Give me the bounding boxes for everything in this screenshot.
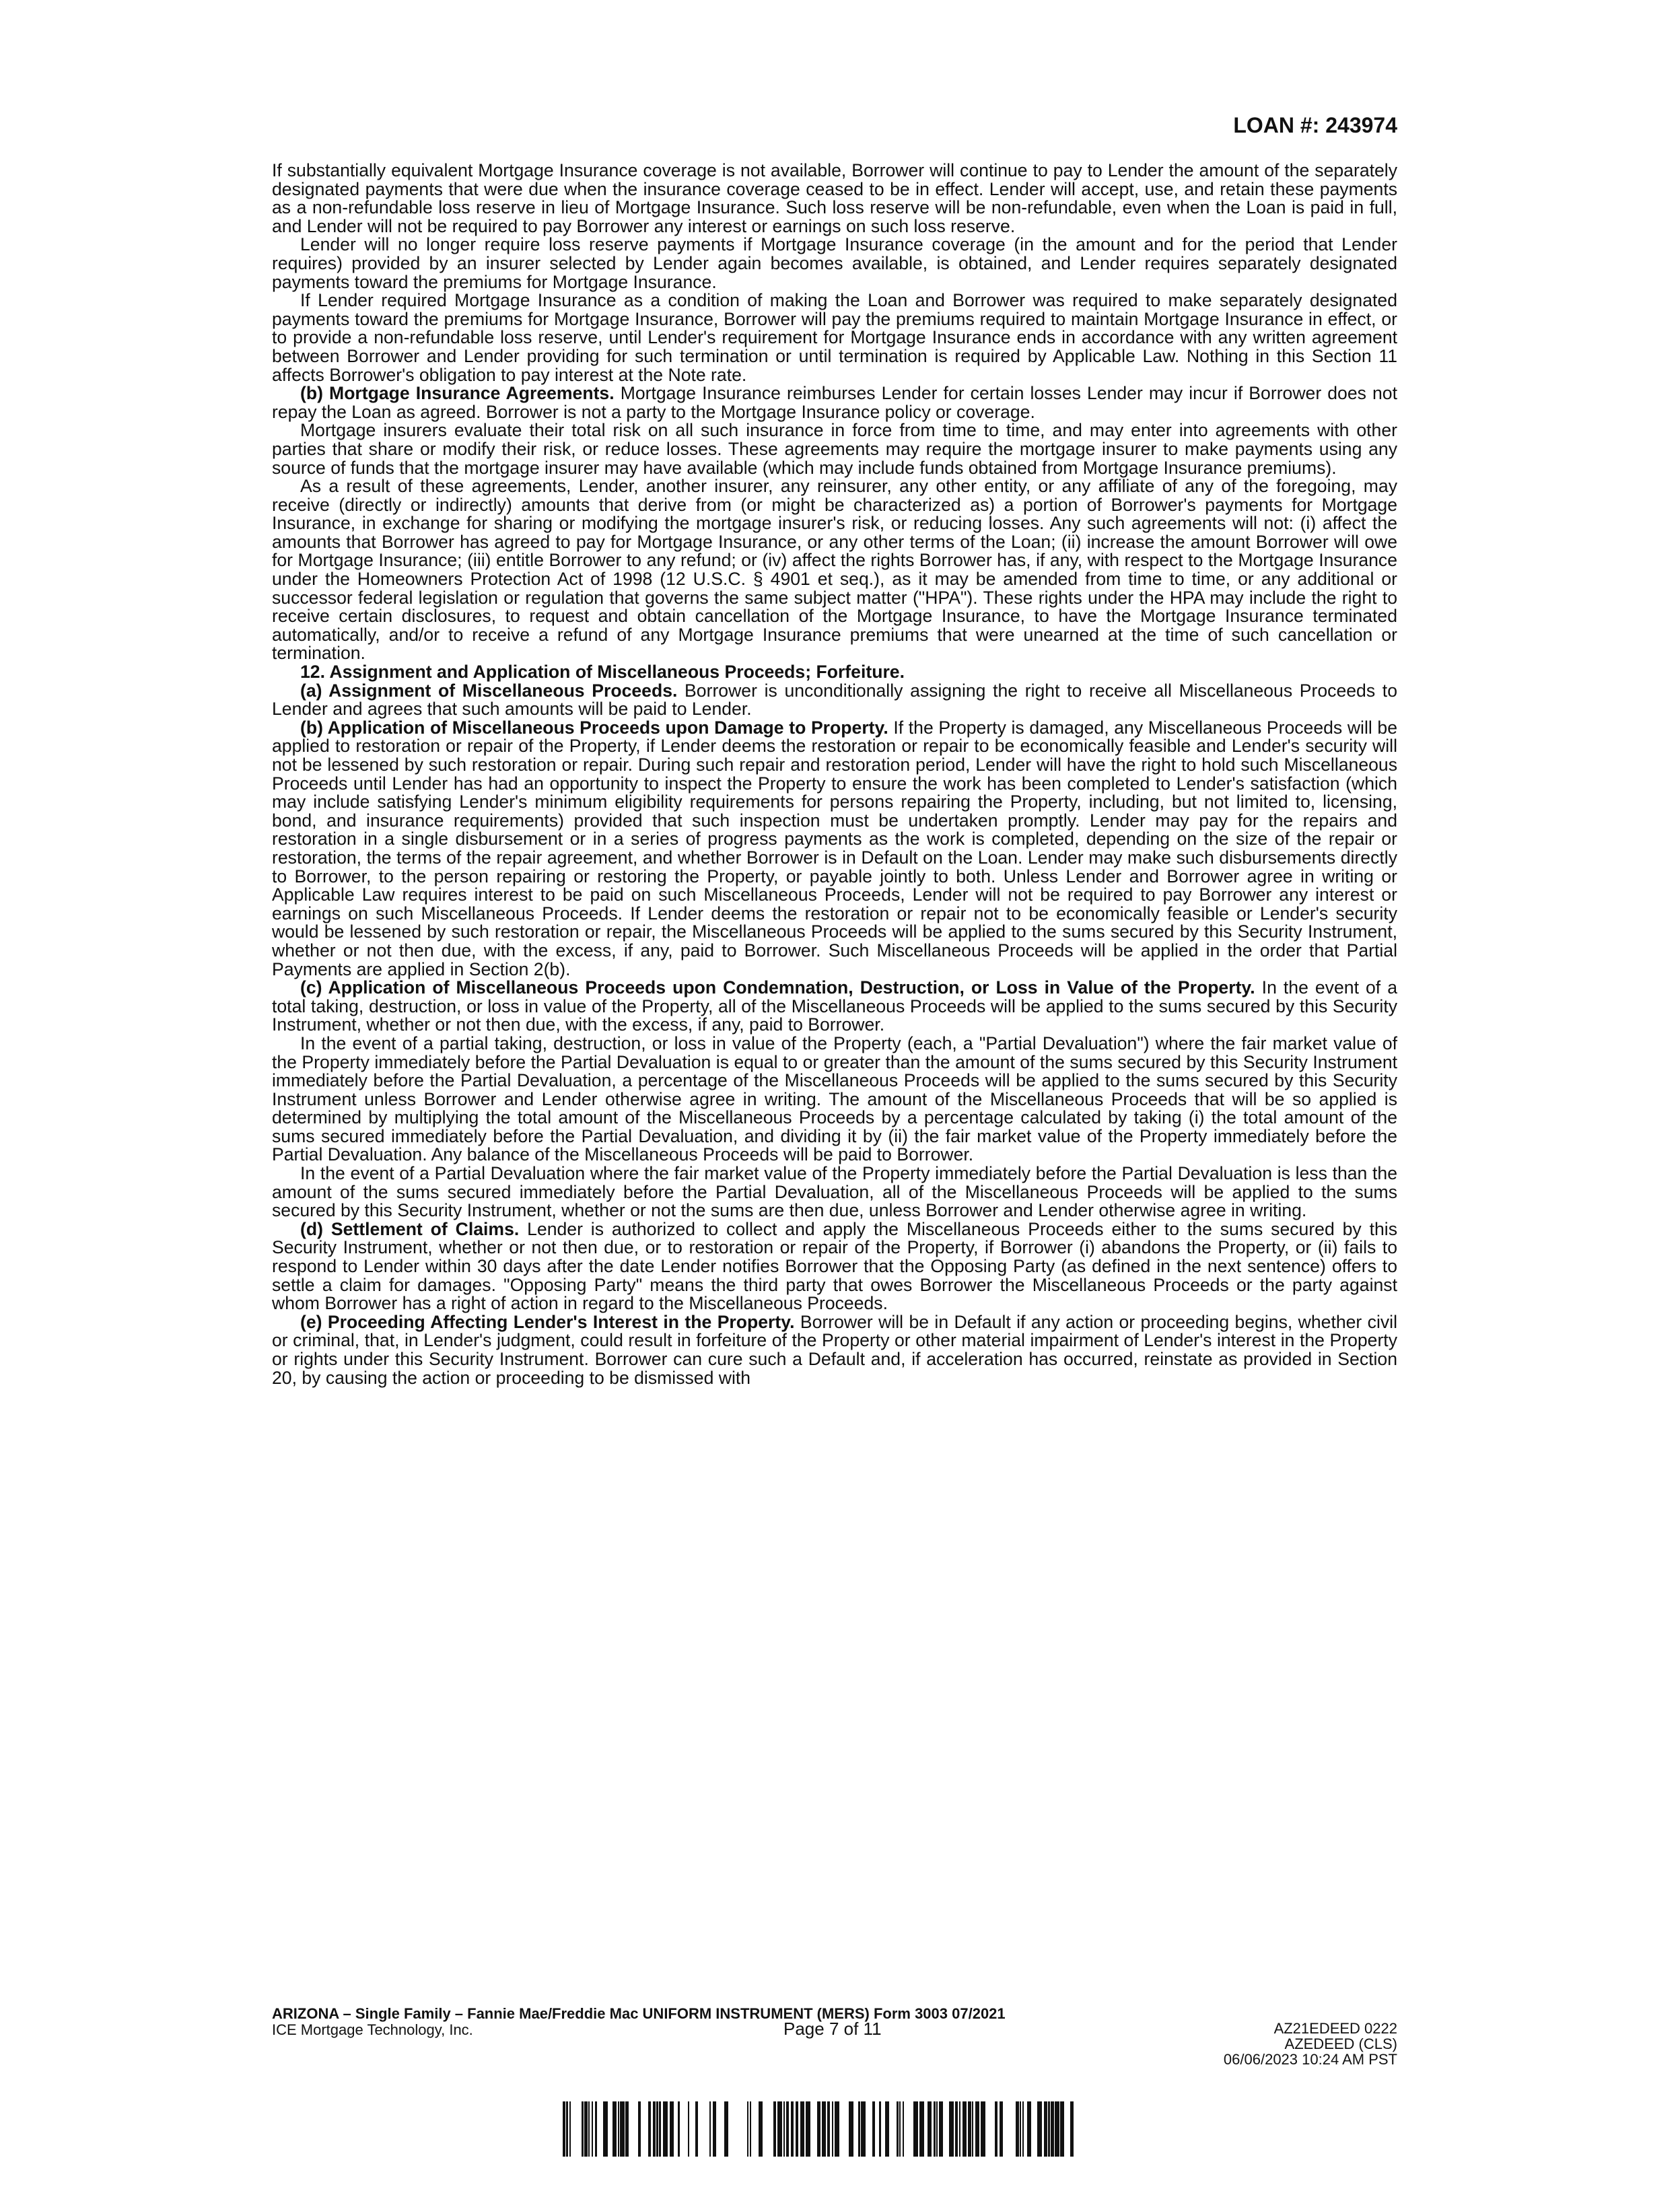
paragraph: Lender will no longer require loss reserve payments if Mortgage Insurance coverage (in the amount and for the period that Lender requires) provided by an insurer selected by Lender again becomes available, is obtained, and Lender requires separately designated payments toward the premiums for Mortgage Insurance. (272, 234, 1397, 292)
document-body (272, 162, 1397, 1387)
print-timestamp: 06/06/2023 10:24 AM PST (1223, 2051, 1397, 2068)
paragraph: In the event of a partial taking, destruction, or loss in value of the Property (each, a "Partial Devaluation") where the fair market value of the Property immediately before the Partial Devaluation is equal to or greater than the amount of the sums secured by this Security Instrument immediately before the Partial Devaluation, a percentage of the Miscellaneous Proceeds will be applied to the sums secured by this Security Instrument unless Borrower and Lender otherwise agree in writing. The amount of the Miscellaneous Proceeds that will be so applied is determined by multiplying the total amount of the Miscellaneous Proceeds by a percentage calculated by taking (i) the total amount of the sums secured immediately before the Partial Devaluation, and dividing it by (ii) the fair market value of the Property immediately before the Partial Devaluation. Any balance of the Miscellaneous Proceeds will be paid to Borrower. (272, 1033, 1397, 1165)
page-number: Page 7 of 11 (783, 2019, 882, 2039)
paragraph: As a result of these agreements, Lender, another insurer, any reinsurer, any other entity, or any affiliate of any of the foregoing, may receive (directly or indirectly) amounts that derive from (or might be characterized as) a portion of Borrower's payments for Mortgage Insurance, in exchange for sharing or modifying the mortgage insurer's risk, or reducing losses. Any such agreements will not: (i) affect the amounts that Borrower has agreed to pay for Mortgage Insurance, or any other terms of the Loan; (ii) increase the amount Borrower will owe for Mortgage Insurance; (iii) entitle Borrower to any refund; or (iv) affect the rights Borrower has, if any, with respect to the Mortgage Insurance under the Homeowners Protection Act of 1998 (12 U.S.C. § 4901 et seq.), as it may be amended from time to time, or any additional or successor federal legislation or regulation that governs the same subject matter ("HPA"). These rights under the HPA may include the right to receive certain disclosures, to request and obtain cancellation of the Mortgage Insurance, to have the Mortgage Insurance terminated automatically, and/or to receive a refund of any Mortgage Insurance premiums that were unearned at the time of such cancellation or termination. (272, 476, 1397, 664)
section-heading: (b) Mortgage Insurance Agreements. (300, 383, 615, 404)
section-heading: (d) Settlement of Claims. (300, 1218, 520, 1239)
paragraph: (e) Proceeding Affecting Lender's Interest in the Property. Borrower will be in Default if any action or proceeding begins, whether civil or criminal, that, in Lender's judgment, could result in forfeiture of the Property or other material impairment of Lender's interest in the Property or rights under this Security Instrument. Borrower can cure such a Default and, if acceleration has occurred, reinstate as provided in Section 20, by causing the action or proceeding to be dismissed with (272, 1311, 1397, 1388)
section-heading: (a) Assignment of Miscellaneous Proceeds. (300, 680, 678, 701)
company-name: ICE Mortgage Technology, Inc. (272, 2021, 473, 2038)
section-heading: (c) Application of Miscellaneous Proceeds upon Condemnation, Destruction, or Loss in Value of the Property. (300, 977, 1255, 998)
paragraph: In the event of a Partial Devaluation where the fair market value of the Property immediately before the Partial Devaluation is less than the amount of the sums secured immediately before the Partial Devaluation, all of the Miscellaneous Proceeds will be applied to the sums secured by this Security Instrument, whether or not the sums are then due, unless Borrower and Lender otherwise agree in writing. (272, 1163, 1397, 1221)
barcode-image (563, 2101, 1074, 2157)
document-codes (1224, 2021, 1397, 2067)
section-heading: 12. Assignment and Application of Miscellaneous Proceeds; Forfeiture. (300, 662, 905, 683)
paragraph: Mortgage insurers evaluate their total risk on all such insurance in force from time to time, and may enter into agreements with other parties that share or modify their risk, or reduce losses. These agreements may require the mortgage insurer to make payments using any source of funds that the mortgage insurer may have available (which may include funds obtained from Mortgage Insurance premiums). (272, 420, 1397, 478)
section-heading: (b) Application of Miscellaneous Proceeds upon Damage to Property. (300, 717, 888, 738)
paragraph: (b) Mortgage Insurance Agreements. Mortgage Insurance reimburses Lender for certain losses Lender may incur if Borrower does not repay the Loan as agreed. Borrower is not a party to the Mortgage Insurance policy or coverage. (272, 383, 1397, 422)
paragraph: (a) Assignment of Miscellaneous Proceeds. Borrower is unconditionally assigning the right to receive all Miscellaneous Proceeds to Lender and agrees that such amounts will be paid to Lender. (272, 680, 1397, 720)
paragraph: If Lender required Mortgage Insurance as a condition of making the Loan and Borrower was required to make separately designated payments toward the premiums for Mortgage Insurance, Borrower will pay the premiums required to maintain Mortgage Insurance in effect, or to provide a non-refundable loss reserve, until Lender's requirement for Mortgage Insurance ends in accordance with any written agreement between Borrower and Lender providing for such termination or until termination is required by Applicable Law. Nothing in this Section 11 affects Borrower's obligation to pay interest at the Note rate. (272, 290, 1397, 385)
paragraph: (b) Application of Miscellaneous Proceeds upon Damage to Property. If the Property is damaged, any Miscellaneous Proceeds will be applied to restoration or repair of the Property, if Lender deems the restoration or repair to be economically feasible and Lender's security will not be lessened by such restoration or repair. During such repair and restoration period, Lender will have the right to hold such Miscellaneous Proceeds until Lender has had an opportunity to inspect the Property to ensure the work has been completed to Lender's satisfaction (which may include satisfying Lender's minimum eligibility requirements for persons repairing the Property, including, but not limited to, licensing, bond, and insurance requirements) provided that such inspection must be undertaken promptly. Lender may pay for the repairs and restoration in a single disbursement or in a series of progress payments as the work is completed, depending on the size of the repair or restoration, the terms of the repair agreement, and whether Borrower is in Default on the Loan. Lender may make such disbursements directly to Borrower, to the person repairing or restoring the Property, or payable jointly to both. Unless Lender and Borrower agree in writing or Applicable Law requires interest to be paid on such Miscellaneous Proceeds, Lender will not be required to pay Borrower any interest or earnings on such Miscellaneous Proceeds. If Lender deems the restoration or repair not to be economically feasible or Lender's security would be lessened by such restoration or repair, the Miscellaneous Proceeds will be applied to the sums secured by this Security Instrument, whether or not then due, with the excess, if any, paid to Borrower. Such Miscellaneous Proceeds will be applied in the order that Partial Payments are applied in Section 2(b). (272, 717, 1397, 979)
paragraph: If substantially equivalent Mortgage Insurance coverage is not available, Borrower will continue to pay to Lender the amount of the separately designated payments that were due when the insurance coverage ceased to be in effect. Lender will accept, use, and retain these payments as a non-refundable loss reserve in lieu of Mortgage Insurance. Such loss reserve will be non-refundable, even when the Loan is paid in full, and Lender will not be required to pay Borrower any interest or earnings on such loss reserve. (272, 160, 1397, 236)
paragraph: (c) Application of Miscellaneous Proceeds upon Condemnation, Destruction, or Loss in Value of the Property. In the event of a total taking, destruction, or loss in value of the Property, all of the Miscellaneous Proceeds will be applied to the sums secured by this Security Instrument, whether or not then due, with the excess, if any, paid to Borrower. (272, 977, 1397, 1035)
paragraph: (d) Settlement of Claims. Lender is authorized to collect and apply the Miscellaneous Proceeds either to the sums secured by this Security Instrument, whether or not then due, or to restoration or repair of the Property, if Borrower (i) abandons the Property, or (ii) fails to respond to Lender within 30 days after the date Lender notifies Borrower that the Opposing Party (as defined in the next sentence) offers to settle a claim for damages. "Opposing Party" means the third party that owes Borrower the Miscellaneous Proceeds or the party against whom Borrower has a right of action in regard to the Miscellaneous Proceeds. (272, 1218, 1397, 1314)
doc-code: AZEDEED (CLS) (1284, 2035, 1397, 2052)
loan-number: LOAN #: 243974 (1233, 113, 1397, 137)
paragraph (272, 663, 1397, 682)
form-line: ARIZONA – Single Family – Fannie Mae/Freddie Mac UNIFORM INSTRUMENT (MERS) Form 3003 07/2021 (272, 2005, 1006, 2022)
form-code: AZ21EDEED 0222 (1273, 2020, 1397, 2037)
section-heading: (e) Proceeding Affecting Lender's Interest in the Property. (300, 1311, 795, 1332)
